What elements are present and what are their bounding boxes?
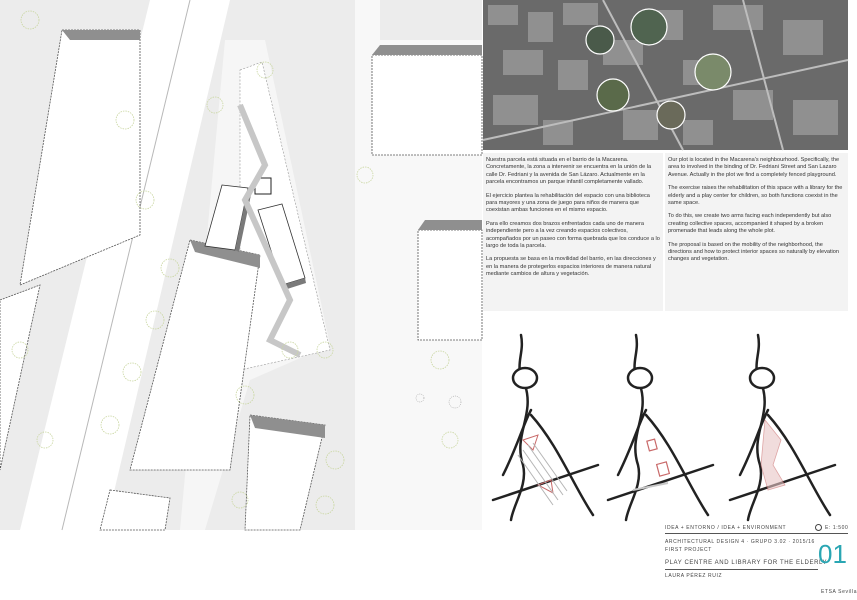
paragraph-es-3: Para ello creamos dos brazos enfrentados cada uno de manera independiente pero a la vez creando espacios colectivos, acompañados por un paseo con forma quebrada que los conduce a lo largo de toda la parcela.	[486, 220, 660, 250]
project-label: FIRST PROJECT	[665, 547, 712, 553]
description-english	[665, 153, 848, 311]
aerial-photo	[483, 0, 848, 150]
paragraph-es-4: La propuesta se basa en la movilidad del barrio, en las direcciones y en la manera de protegerlos espacios interiores de manera natural mediante cambios de altura y vegetación.	[486, 256, 656, 278]
paragraph-en-2: The exercise raises the rehabilitation of this space with a library for the elderly and a play center for children, so both functions coexist in the same space.	[668, 185, 843, 207]
author-label: LAURA PÉREZ RUIZ	[665, 573, 723, 579]
scale-label: E: 1:500	[825, 525, 849, 531]
site-plan	[0, 0, 482, 530]
concept-diagram-3	[730, 335, 835, 520]
paragraph-es-1: Nuestra parcela está situada en el barrio de la Macarena. Concretamente, la zona a intervenir se encuentra en la unión de la calle Dr. Fedriani y la avenida de San Lázaro. Actualmente en la parcela encontramos un parque infantil completamente vallado.	[486, 157, 652, 186]
concept-diagrams	[483, 315, 848, 525]
north-arrow-icon	[815, 524, 822, 531]
paragraph-es-2: El ejercicio plantea la rehabilitación del espacio con una biblioteca para mayores y una zona de juego para niños de manera que coexistan ambas funciones en el mismo espacio.	[486, 192, 650, 214]
title-block	[665, 525, 857, 600]
building-right-top	[372, 45, 482, 155]
project-title: PLAY CENTRE AND LIBRARY FOR THE ELDERLY	[665, 560, 828, 566]
paragraph-en-1: Our plot is located in the Macarena's neighbourhood. Specifically, the area to involved in the binding of Dr. Fedriani Street and San Lazaro Avenue. Actually in the plot we find a completely fenced playground.	[668, 157, 840, 178]
paragraph-en-3: To do this, we create two arms facing each independently but also creating collective spaces, accompanied it shaped by a broken promenade that leads along the whole plot.	[668, 213, 832, 235]
school-label: ETSA Sevilla	[821, 589, 857, 595]
building-right-mid	[418, 220, 482, 340]
paragraph-en-4: The proposal is based on the mobility of the neighborhood, the directions and how to protect interior spaces so naturally by elevation changes and vegetation.	[668, 241, 840, 263]
sheet-number: 01	[818, 539, 847, 569]
concept-diagram-2	[608, 335, 713, 520]
description-spanish	[483, 153, 663, 311]
course-label: ARCHITECTURAL DESIGN 4 · GRUPO 3.02 · 2015/16	[665, 539, 815, 545]
concept-diagram-1	[493, 335, 598, 520]
concept-label: IDEA + ENTORNO / IDEA + ENVIRONMENT	[665, 525, 787, 531]
